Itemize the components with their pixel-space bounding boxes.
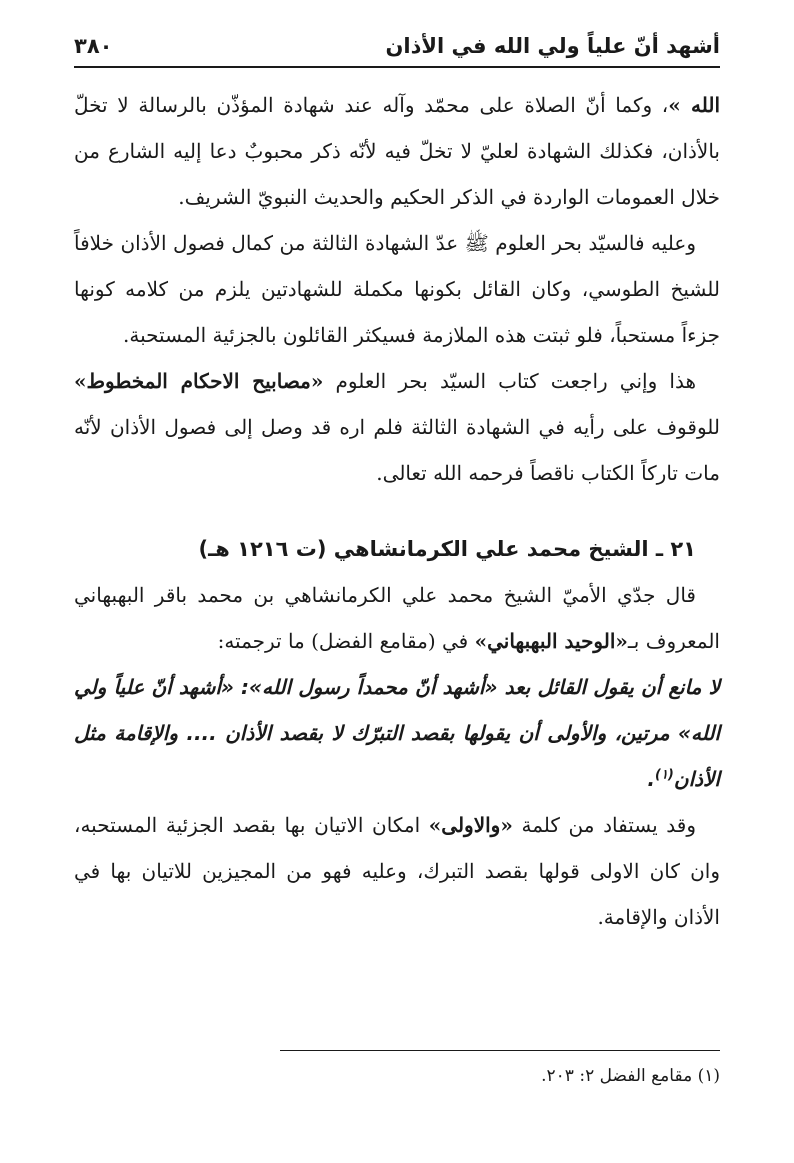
quotation: لا مانع أن يقول القائل بعد «أشهد أنّ محمداً رسول الله»: «أشهد أنّ علياً ولي الله» مرتين، والأولى أن يقولها بقصد التبرّك لا بقصد الأذان .... والإقامة مثل الأذان$^{(١)}$. <box>74 675 720 791</box>
running-title: أشهد أنّ علياً ولي الله في الأذان <box>385 34 720 58</box>
paragraph-3-lead: هذا وإني راجعت كتاب السيّد بحر العلوم <box>335 369 697 393</box>
quotation-text: لا مانع أن يقول القائل بعد «أشهد أنّ محمداً رسول الله»: «أشهد أنّ علياً ولي الله» مرتين، والأولى أن يقولها بقصد التبرّك لا بقصد الأذان .... والإقامة مثل الأذان <box>74 675 720 791</box>
paragraph-5-lead: وقد يستفاد من كلمة <box>521 813 697 837</box>
scholar-name: «الوحيد البهبهاني» <box>474 629 628 653</box>
main-text <box>74 82 720 940</box>
paragraph-1-lead: الله » <box>668 93 721 117</box>
keyword: «والاولى» <box>428 813 513 837</box>
paragraph-3 <box>74 358 720 496</box>
footnote-ref: (١) <box>654 767 674 783</box>
paragraph-5-text: امكان الاتيان بها بقصد الجزئية المستحبه، وان كان الاولى قولها بقصد التبرك، وعليه فهو من المجيزين للاتيان بها في الأذان والإقامة. <box>74 813 720 929</box>
paragraph-1-text: ، وكما أنّ الصلاة على محمّد وآله عند شهادة المؤذّن بالرسالة لا تخلّ بالأذان، فكذلك الشهادة لعليّ لا تخلّ فيه لأنّه ذكر محبوبٌ دعا إليه الشارع من خلال العمومات الواردة في الذكر الحكيم والحديث النبويّ الشريف. <box>74 93 720 209</box>
paragraph-4-text: في (مقامع الفضل) ما ترجمته: <box>217 629 469 653</box>
paragraph-4-lead: قال جدّي الأميّ الشيخ محمد علي الكرمانشاهي بن محمد باقر البهبهاني المعروف بـ <box>74 583 720 653</box>
section-heading: ٢١ ـ الشيخ محمد علي الكرمانشاهي (ت ١٢١٦ هـ) <box>198 537 696 561</box>
paragraph-1 <box>74 82 720 220</box>
paragraph-5 <box>74 802 720 940</box>
paragraph-2: وعليه فالسيّد بحر العلوم ﷺ عدّ الشهادة الثالثة من كمال فصول الأذان خلافاً للشيخ الطوسي، وكان القائل بكونها مكملة للشهادتين يلزم من كلامه كونها جزءاً مستحباً، فلو ثبتت هذه الملازمة فسيكثر القائلون بالجزئية المستحبة. <box>74 231 720 347</box>
page-number: ٣٨٠ <box>74 34 113 58</box>
paragraph-4 <box>74 572 720 664</box>
footnote: (١) مقامع الفضل ٢: ٢٠٣. <box>541 1066 720 1086</box>
book-title: «مصابيح الاحكام المخطوط» <box>74 369 324 393</box>
footnote-divider <box>280 1050 720 1051</box>
paragraph-3-text: للوقوف على رأيه في الشهادة الثالثة فلم اره قد وصل إلى فصول الأذان لأنّه مات تاركاً الكتاب ناقصاً فرحمه الله تعالى. <box>74 415 720 485</box>
running-header <box>74 30 720 68</box>
